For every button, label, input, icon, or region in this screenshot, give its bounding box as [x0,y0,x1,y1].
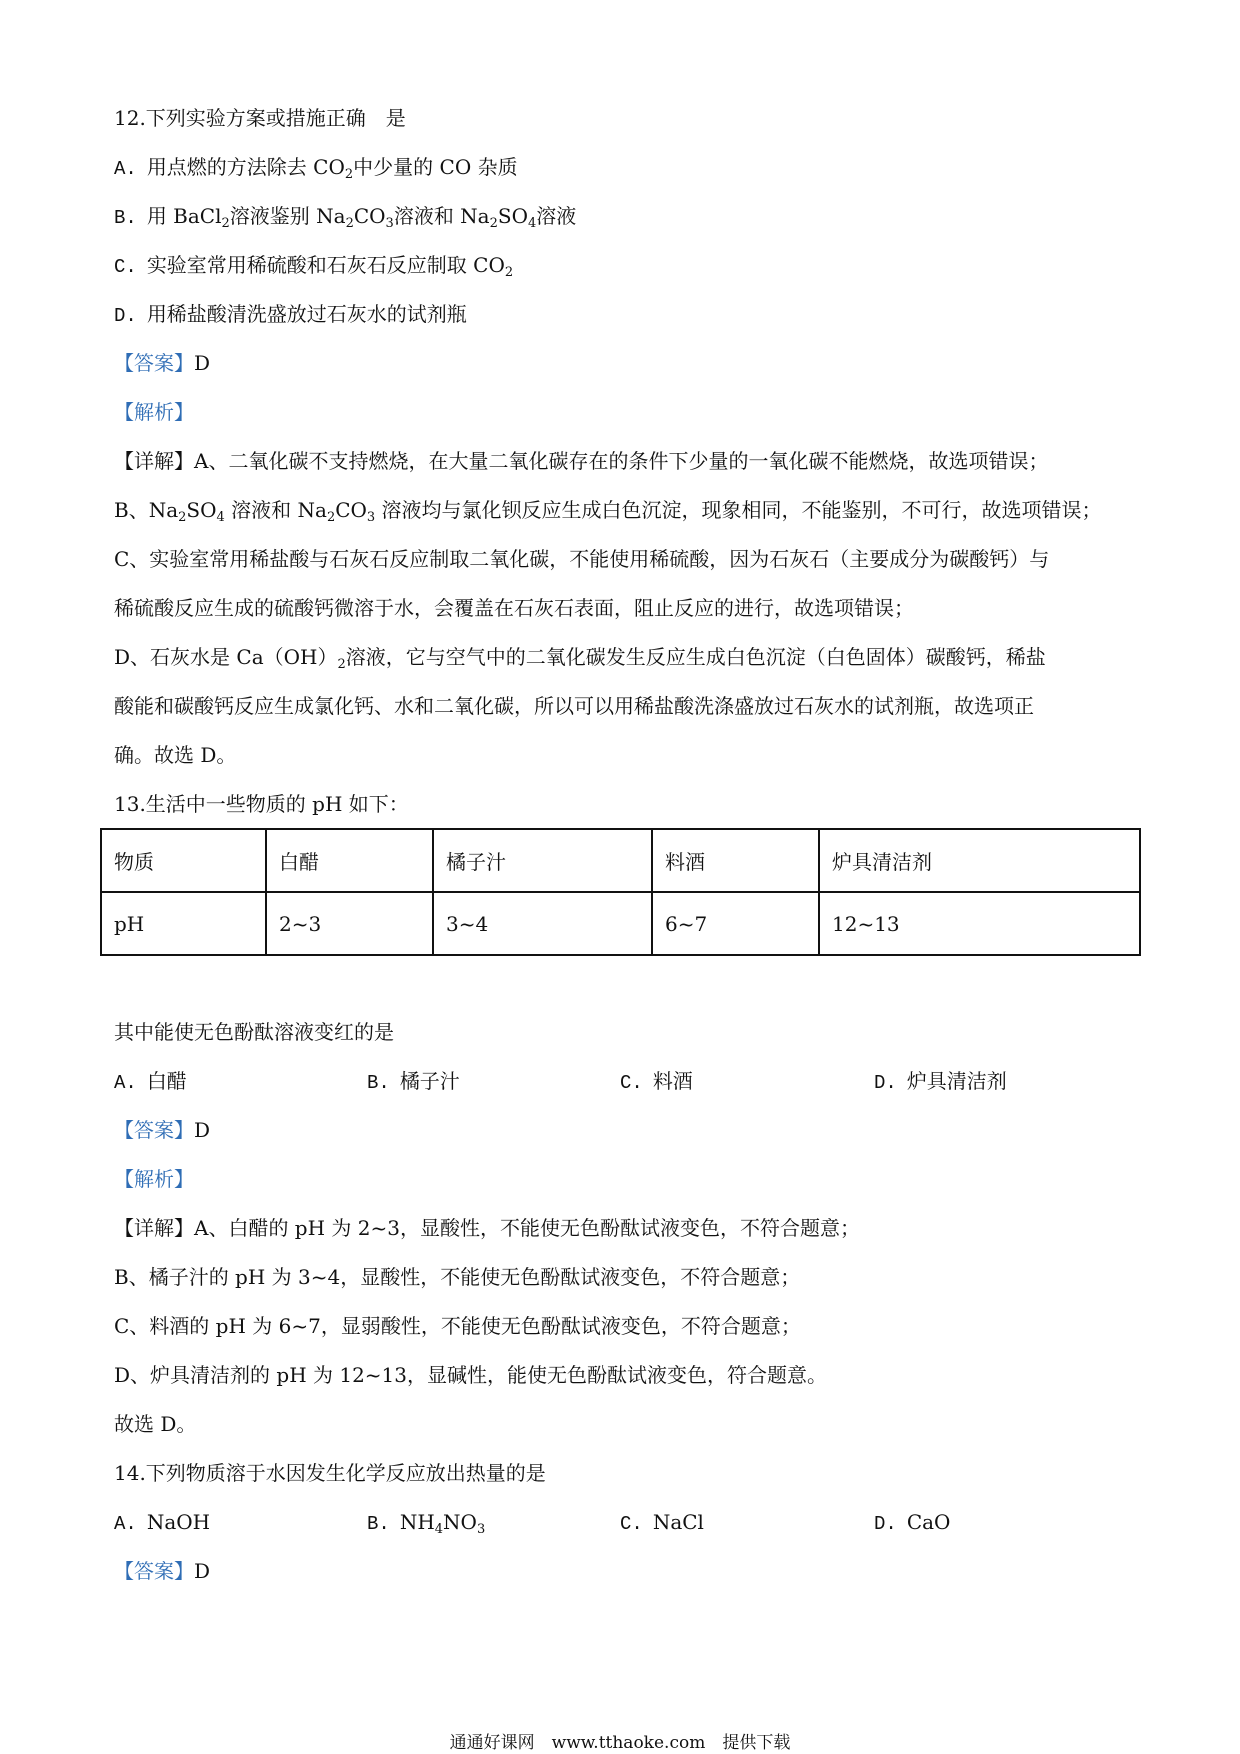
option-label: B. [114,207,137,229]
table-cell: pH [101,892,266,955]
table-cell: 2~3 [266,892,433,955]
answer-value: D [194,1118,211,1142]
q13-detail-1: 【详解】A、白醋的 pH 为 2~3，显酸性，不能使无色酚酞试液变色，不符合题意； [114,1216,860,1240]
q12-detail-4: 稀硫酸反应生成的硫酸钙微溶于水，会覆盖在石灰石表面，阻止反应的进行，故选项错误； [114,596,914,620]
q14-title: 14.下列物质溶于水因发生化学反应放出热量的是 [114,1461,546,1485]
q12-answer [114,349,210,377]
q13-answer [114,1116,210,1144]
q12-detail-5: D、石灰水是 $Ca(OH)_2$溶液，它与空气中的二氧化碳发生反应生成白色沉淀（白色固体）碳酸钙，稀盐 [114,645,1046,672]
q14-option-a: A. NaOH [114,1510,211,1535]
q13-detail-4: D、炉具清洁剂的 pH 为 12~13，显碱性，能使无色酚酞试液变色，符合题意。 [114,1363,828,1387]
answer-value: D [194,1559,211,1583]
table-cell: 物质 [101,829,266,892]
q14-option-d: D. CaO [874,1510,951,1535]
q12-option-c: C. 实验室常用稀硫酸和石灰石反应制取 $CO_2$ [114,253,514,280]
option-label: C. [114,256,137,278]
q13-title: 13.生活中一些物质的 pH 如下： [114,792,409,816]
q13-option-c: C. 料酒 [620,1069,693,1094]
q12-detail-1: 【详解】A、二氧化碳不支持燃烧，在大量二氧化碳存在的条件下少量的一氧化碳不能燃烧，故选项错误； [114,449,1049,473]
option-label: D. [114,305,137,327]
option-label: C. [620,1513,643,1535]
option-label: D. [874,1072,897,1094]
option-label: A. [114,1072,137,1094]
answer-tag: 【答案】 [114,1559,194,1583]
q14-answer [114,1557,210,1585]
q13-detail-2: B、橘子汁的 pH 为 3~4，显酸性，不能使无色酚酞试液变色，不符合题意； [114,1265,801,1289]
page-footer: 通通好课网 www.tthaoke.com 提供下载 [449,1733,791,1753]
q13-detail-3: C、料酒的 pH 为 6~7，显弱酸性，不能使无色酚酞试液变色，不符合题意； [114,1314,801,1338]
q12-option-a: A. 用点燃的方法除去 $CO_2$中少量的 CO 杂质 [114,155,518,182]
table-cell: 12~13 [819,892,1140,955]
q12-title: 12.下列实验方案或措施正确 是 [114,106,406,130]
q12-option-b: B. 用 BaCl$_2$溶液鉴别 $Na_2CO_3$溶液和 $Na_2SO_4$溶液 [114,204,577,231]
table-cell: 白醋 [266,829,433,892]
q12-detail-7: 确。故选 D。 [114,743,237,767]
table-cell: 橘子汁 [433,829,652,892]
option-label: B. [367,1513,390,1535]
answer-tag: 【答案】 [114,351,194,375]
table-row [101,829,1140,892]
q13-question: 其中能使无色酚酞溶液变红的是 [114,1020,394,1044]
q14-option-c: C. NaCl [620,1510,704,1535]
q13-option-a: A. 白醋 [114,1069,187,1094]
answer-value: D [194,351,211,375]
q12-detail-3: C、实验室常用稀盐酸与石灰石反应制取二氧化碳，不能使用稀硫酸，因为石灰石（主要成分为碳酸钙）与 [114,547,1050,571]
option-label: C. [620,1072,643,1094]
option-label: A. [114,158,137,180]
ph-table [100,828,1141,956]
q12-detail-6: 酸能和碳酸钙反应生成氯化钙、水和二氧化碳，所以可以用稀盐酸洗涤盛放过石灰水的试剂瓶，故选项正 [114,694,1034,718]
q13-option-b: B. 橘子汁 [367,1069,460,1094]
detail-tag: 【详解】 [114,1216,194,1240]
q12-analysis-tag: 【解析】 [114,400,194,424]
table-cell: 料酒 [652,829,819,892]
table-cell: 炉具清洁剂 [819,829,1140,892]
table-cell: 3~4 [433,892,652,955]
q14-option-b: B. $NH_4NO_3$ [367,1510,486,1537]
table-cell: 6~7 [652,892,819,955]
option-label: A. [114,1513,137,1535]
q13-option-d: D. 炉具清洁剂 [874,1069,1007,1094]
option-label: D. [874,1513,897,1535]
detail-tag: 【详解】 [114,449,194,473]
q13-analysis-tag: 【解析】 [114,1167,194,1191]
answer-tag: 【答案】 [114,1118,194,1142]
q12-detail-2: B、$Na_2SO_4$ 溶液和 $Na_2CO_3$ 溶液均与氯化钡反应生成白色沉淀，现象相同，不能鉴别，不可行，故选项错误； [114,498,1102,525]
q13-detail-5: 故选 D。 [114,1412,197,1436]
table-row [101,892,1140,955]
option-label: B. [367,1072,390,1094]
q12-option-d: D. 用稀盐酸清洗盛放过石灰水的试剂瓶 [114,302,467,327]
